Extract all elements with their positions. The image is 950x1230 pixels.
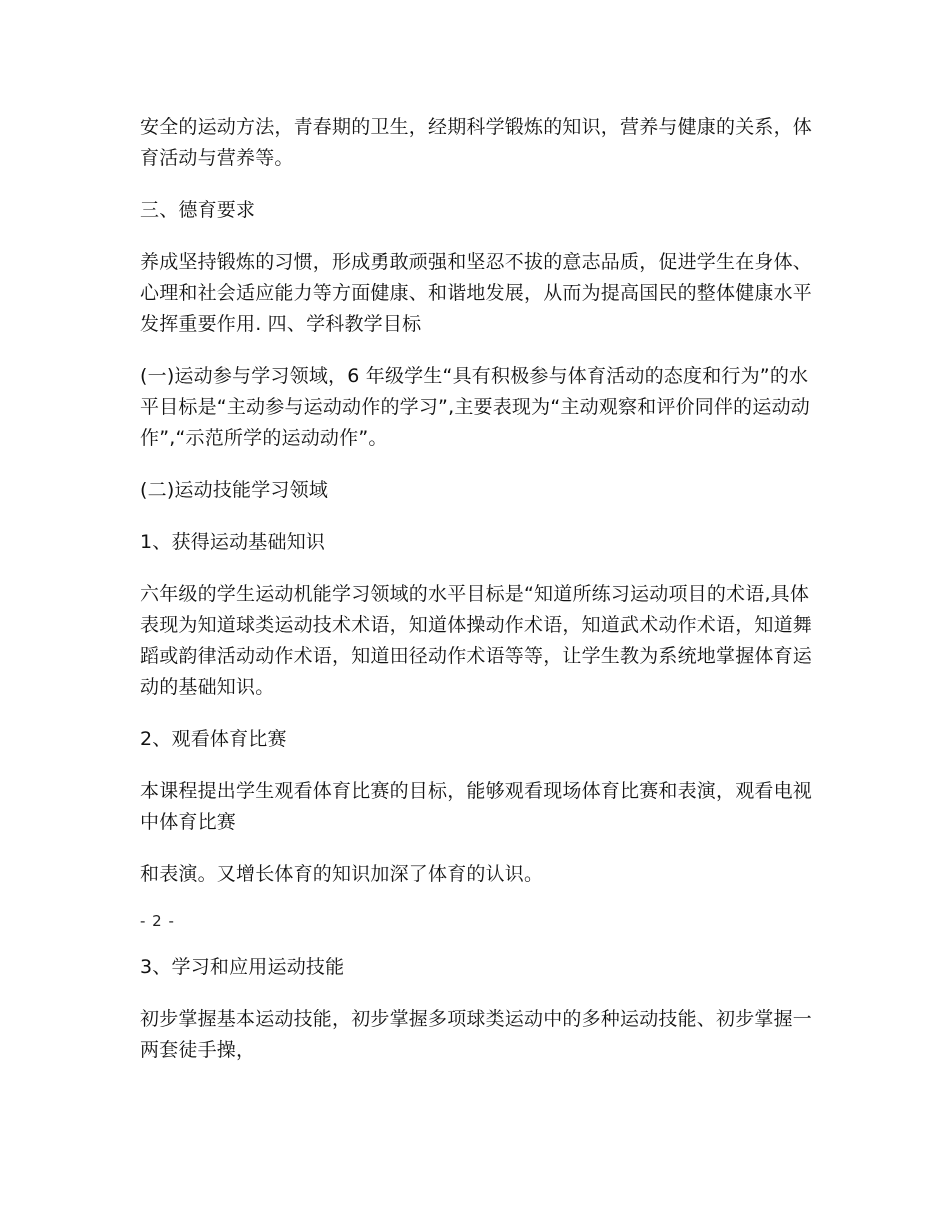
paragraph-participation-domain: (一)运动参与学习领域，6 年级学生“具有积极参与体育活动的态度和行为”的水平目标是“主动参与运动动作的学习”,主要表现为“主动观察和评价同伴的运动动作”,“示范所学的运动动作”。: [140, 365, 810, 449]
subheading-apply-skills: 3、学习和应用运动技能: [140, 956, 345, 978]
paragraph-watch-competitions-continued: 和表演。又增长体育的知识加深了体育的认识。: [140, 863, 544, 885]
paragraph-watch-competitions: 本课程提出学生观看体育比赛的目标，能够观看现场体育比赛和表演，观看电视中体育比赛: [140, 780, 813, 833]
paragraph-moral-education: 养成坚持锻炼的习惯，形成勇敢顽强和坚忍不拔的意志品质，促进学生在身体、心理和社会适应能力等方面健康、和谐地发展，从而为提高国民的整体健康水平发挥重要作用. 四、学科教学目标: [140, 251, 813, 335]
section-heading-moral-education: 三、德育要求: [140, 199, 256, 221]
paragraph-apply-skills: 初步掌握基本运动技能，初步掌握多项球类运动中的多种运动技能、初步掌握一两套徒手操，: [140, 1008, 813, 1061]
paragraph-safety-nutrition: 安全的运动方法，青春期的卫生，经期科学锻炼的知识，营养与健康的关系，体育活动与营养等。: [140, 116, 813, 169]
page-number: - 2 -: [140, 912, 175, 930]
subheading-basic-knowledge: 1、获得运动基础知识: [140, 531, 326, 553]
subheading-skill-domain: (二)运动技能学习领域: [140, 479, 329, 501]
paragraph-basic-knowledge: 六年级的学生运动机能学习领域的水平目标是“知道所练习运动项目的术语,具体表现为知道球类运动技术术语，知道体操动作术语，知道武术动作术语，知道舞蹈或韵律活动动作术语，知道田径动作术语等等，让学生教为系统地掌握体育运动的基础知识。: [140, 583, 813, 698]
subheading-watch-competitions: 2、观看体育比赛: [140, 728, 287, 750]
document-body: [140, 112, 812, 1087]
